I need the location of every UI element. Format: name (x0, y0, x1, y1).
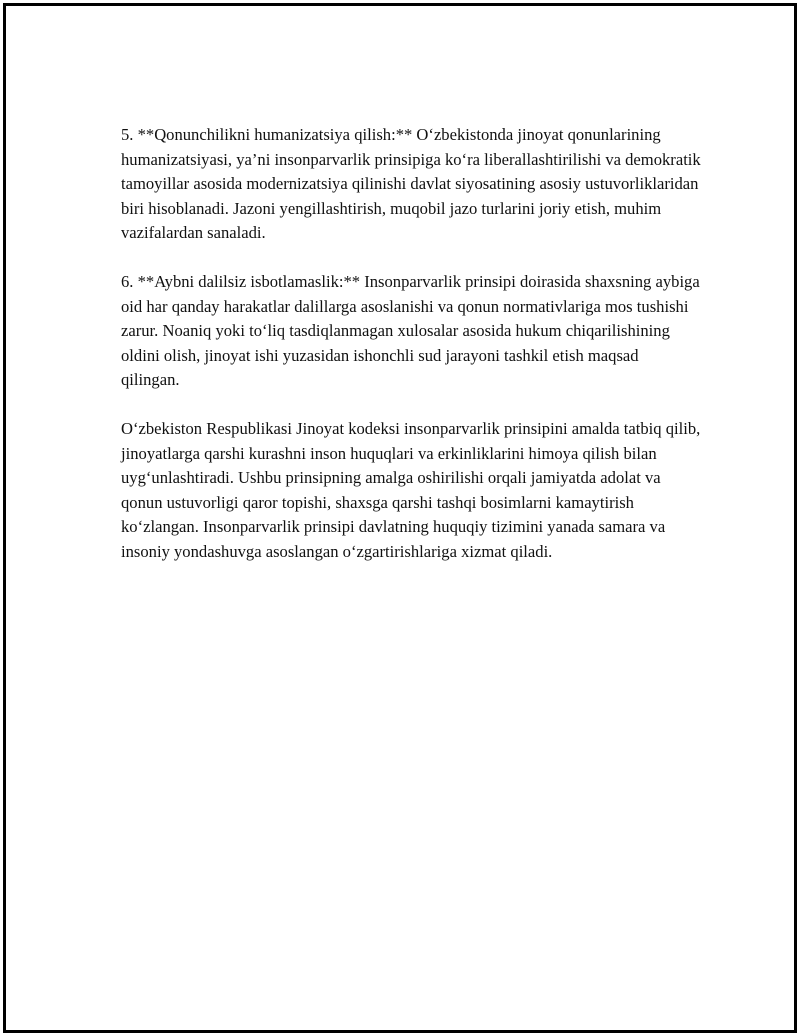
paragraph-item-6: 6. **Aybni dalilsiz isbotlamaslik:** Insonparvarlik prinsipi doirasida shaxsning aybiga oid har qanday harakatlar dalillarga asoslanishi va qonun normativlariga mos tushishi zarur. Noaniq yoki to‘liq tasdiqlanmagan xulosalar asosida hukum chiqarilishining oldini olish, jinoyat ishi yuzasidan ishonchli sud jarayoni tashkil etish maqsad qilingan. (121, 272, 700, 389)
paragraph-conclusion: O‘zbekiston Respublikasi Jinoyat kodeksi insonparvarlik prinsipini amalda tatbiq qilib, jinoyatlarga qarshi kurashni inson huquqlari va erkinliklarini himoya qilish bilan uyg‘unlashtiradi. Ushbu prinsipning amalga oshirilishi orqali jamiyatda adolat va qonun ustuvorligi qaror topishi, shaxsga qarshi tashqi bosimlarni kamaytirish ko‘zlangan. Insonparvarlik prinsipi davlatning huquqiy tizimini yanada samara va insoniy yondashuvga asoslangan o‘zgartirishlariga xizmat qiladi. (121, 419, 701, 561)
document-body (121, 123, 701, 589)
page-border (3, 3, 797, 1033)
paragraph-item-5: 5. **Qonunchilikni humanizatsiya qilish:** O‘zbekistonda jinoyat qonunlarining humanizatsiyasi, ya’ni insonparvarlik prinsipiga ko‘ra liberallashtirilishi va demokratik tamoyillar asosida modernizatsiya qilinishi davlat siyosatining asosiy ustuvorliklaridan biri hisoblanadi. Jazoni yengillashtirish, muqobil jazo turlarini joriy etish, muhim vazifalardan sanaladi. (121, 125, 701, 242)
